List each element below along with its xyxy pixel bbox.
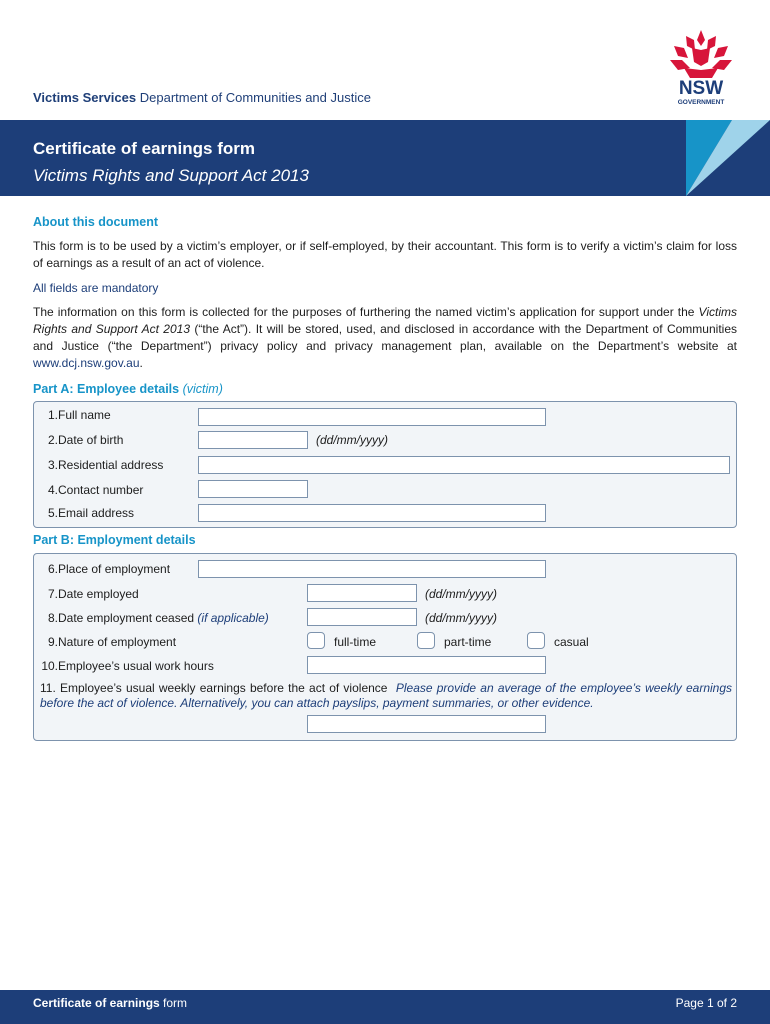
usual-work-hours-input[interactable]: [307, 656, 546, 674]
part-b-heading: Part B: Employment details: [33, 533, 196, 547]
title-band-accent: [650, 120, 770, 196]
contact-number-input[interactable]: [198, 480, 308, 498]
part-a-heading: Part A: Employee details (victim): [33, 382, 223, 396]
q2-label: 2.Date of birth: [47, 433, 124, 447]
q7-label: 7.Date employed: [47, 587, 139, 601]
dept-rest: Department of Communities and Justice: [139, 90, 371, 105]
q11-label: 11. Employee’s usual weekly earnings before the act of violence Please provide an average of the employee’s weekly earnings before the act of violence. Alternatively, you can attach payslips, payment summaries, or other evidence.: [40, 681, 733, 710]
q4-label: 4.Contact number: [47, 483, 144, 497]
logo-subtext: GOVERNMENT: [677, 99, 725, 106]
q6-label: 6.Place of employment: [47, 562, 171, 576]
q9-label: 9.Nature of employment: [47, 635, 177, 649]
about-paragraph: This form is to be used by a victim’s employer, or if self-employed, by their accountant. This form is to verify a victim’s claim for loss of earnings as a result of an act of violence.: [33, 239, 737, 270]
about-heading: About this document: [33, 215, 158, 229]
date-of-birth-input[interactable]: [198, 431, 308, 449]
residential-address-input[interactable]: [198, 456, 730, 474]
privacy-paragraph: The information on this form is collected for the purposes of furthering the named victim’s application for support under the Victims Rights and Support Act 2013 (“the Act”). It will be stored, used, and disclosed in accordance with the Department of Communities and Justice (“the Department”) privacy policy and privacy management plan, available on the Department’s website at www.dcj.nsw.gov.au.: [33, 305, 737, 370]
q10-label: 10.Employee’s usual work hours: [41, 659, 214, 673]
page-subtitle: Victims Rights and Support Act 2013: [33, 166, 309, 185]
nsw-government-logo: [664, 28, 739, 108]
dob-format-hint: (dd/mm/yyyy): [316, 433, 388, 447]
waratah-icon: [670, 30, 732, 78]
q1-label: 1.Full name: [47, 408, 111, 422]
page-number: Page 1 of 2: [675, 996, 737, 1010]
part-time-checkbox[interactable]: [417, 632, 435, 649]
mandatory-note: All fields are mandatory: [33, 281, 159, 295]
logo-text: NSW: [678, 78, 724, 99]
place-of-employment-input[interactable]: [198, 560, 546, 578]
full-time-label: full-time: [334, 635, 377, 649]
casual-label: casual: [554, 635, 589, 649]
department-line: [33, 90, 371, 105]
date-employed-hint: (dd/mm/yyyy): [425, 587, 497, 601]
part-time-label: part-time: [444, 635, 492, 649]
dept-bold: Victims Services: [33, 90, 137, 105]
full-name-input[interactable]: [198, 408, 546, 426]
weekly-earnings-input[interactable]: [307, 715, 546, 733]
email-address-input[interactable]: [198, 504, 546, 522]
dcj-website-link[interactable]: www.dcj.nsw.gov.au: [33, 356, 140, 370]
date-employed-input[interactable]: [307, 584, 417, 602]
footer-title: Certificate of earnings form: [33, 996, 188, 1010]
q3-label: 3.Residential address: [47, 458, 164, 472]
casual-checkbox[interactable]: [527, 632, 545, 649]
q8-label: 8.Date employment ceased (if applicable): [47, 611, 269, 625]
page-title: Certificate of earnings form: [33, 139, 255, 158]
full-time-checkbox[interactable]: [307, 632, 325, 649]
date-ceased-hint: (dd/mm/yyyy): [425, 611, 497, 625]
q5-label: 5.Email address: [47, 506, 135, 520]
date-ceased-input[interactable]: [307, 608, 417, 626]
